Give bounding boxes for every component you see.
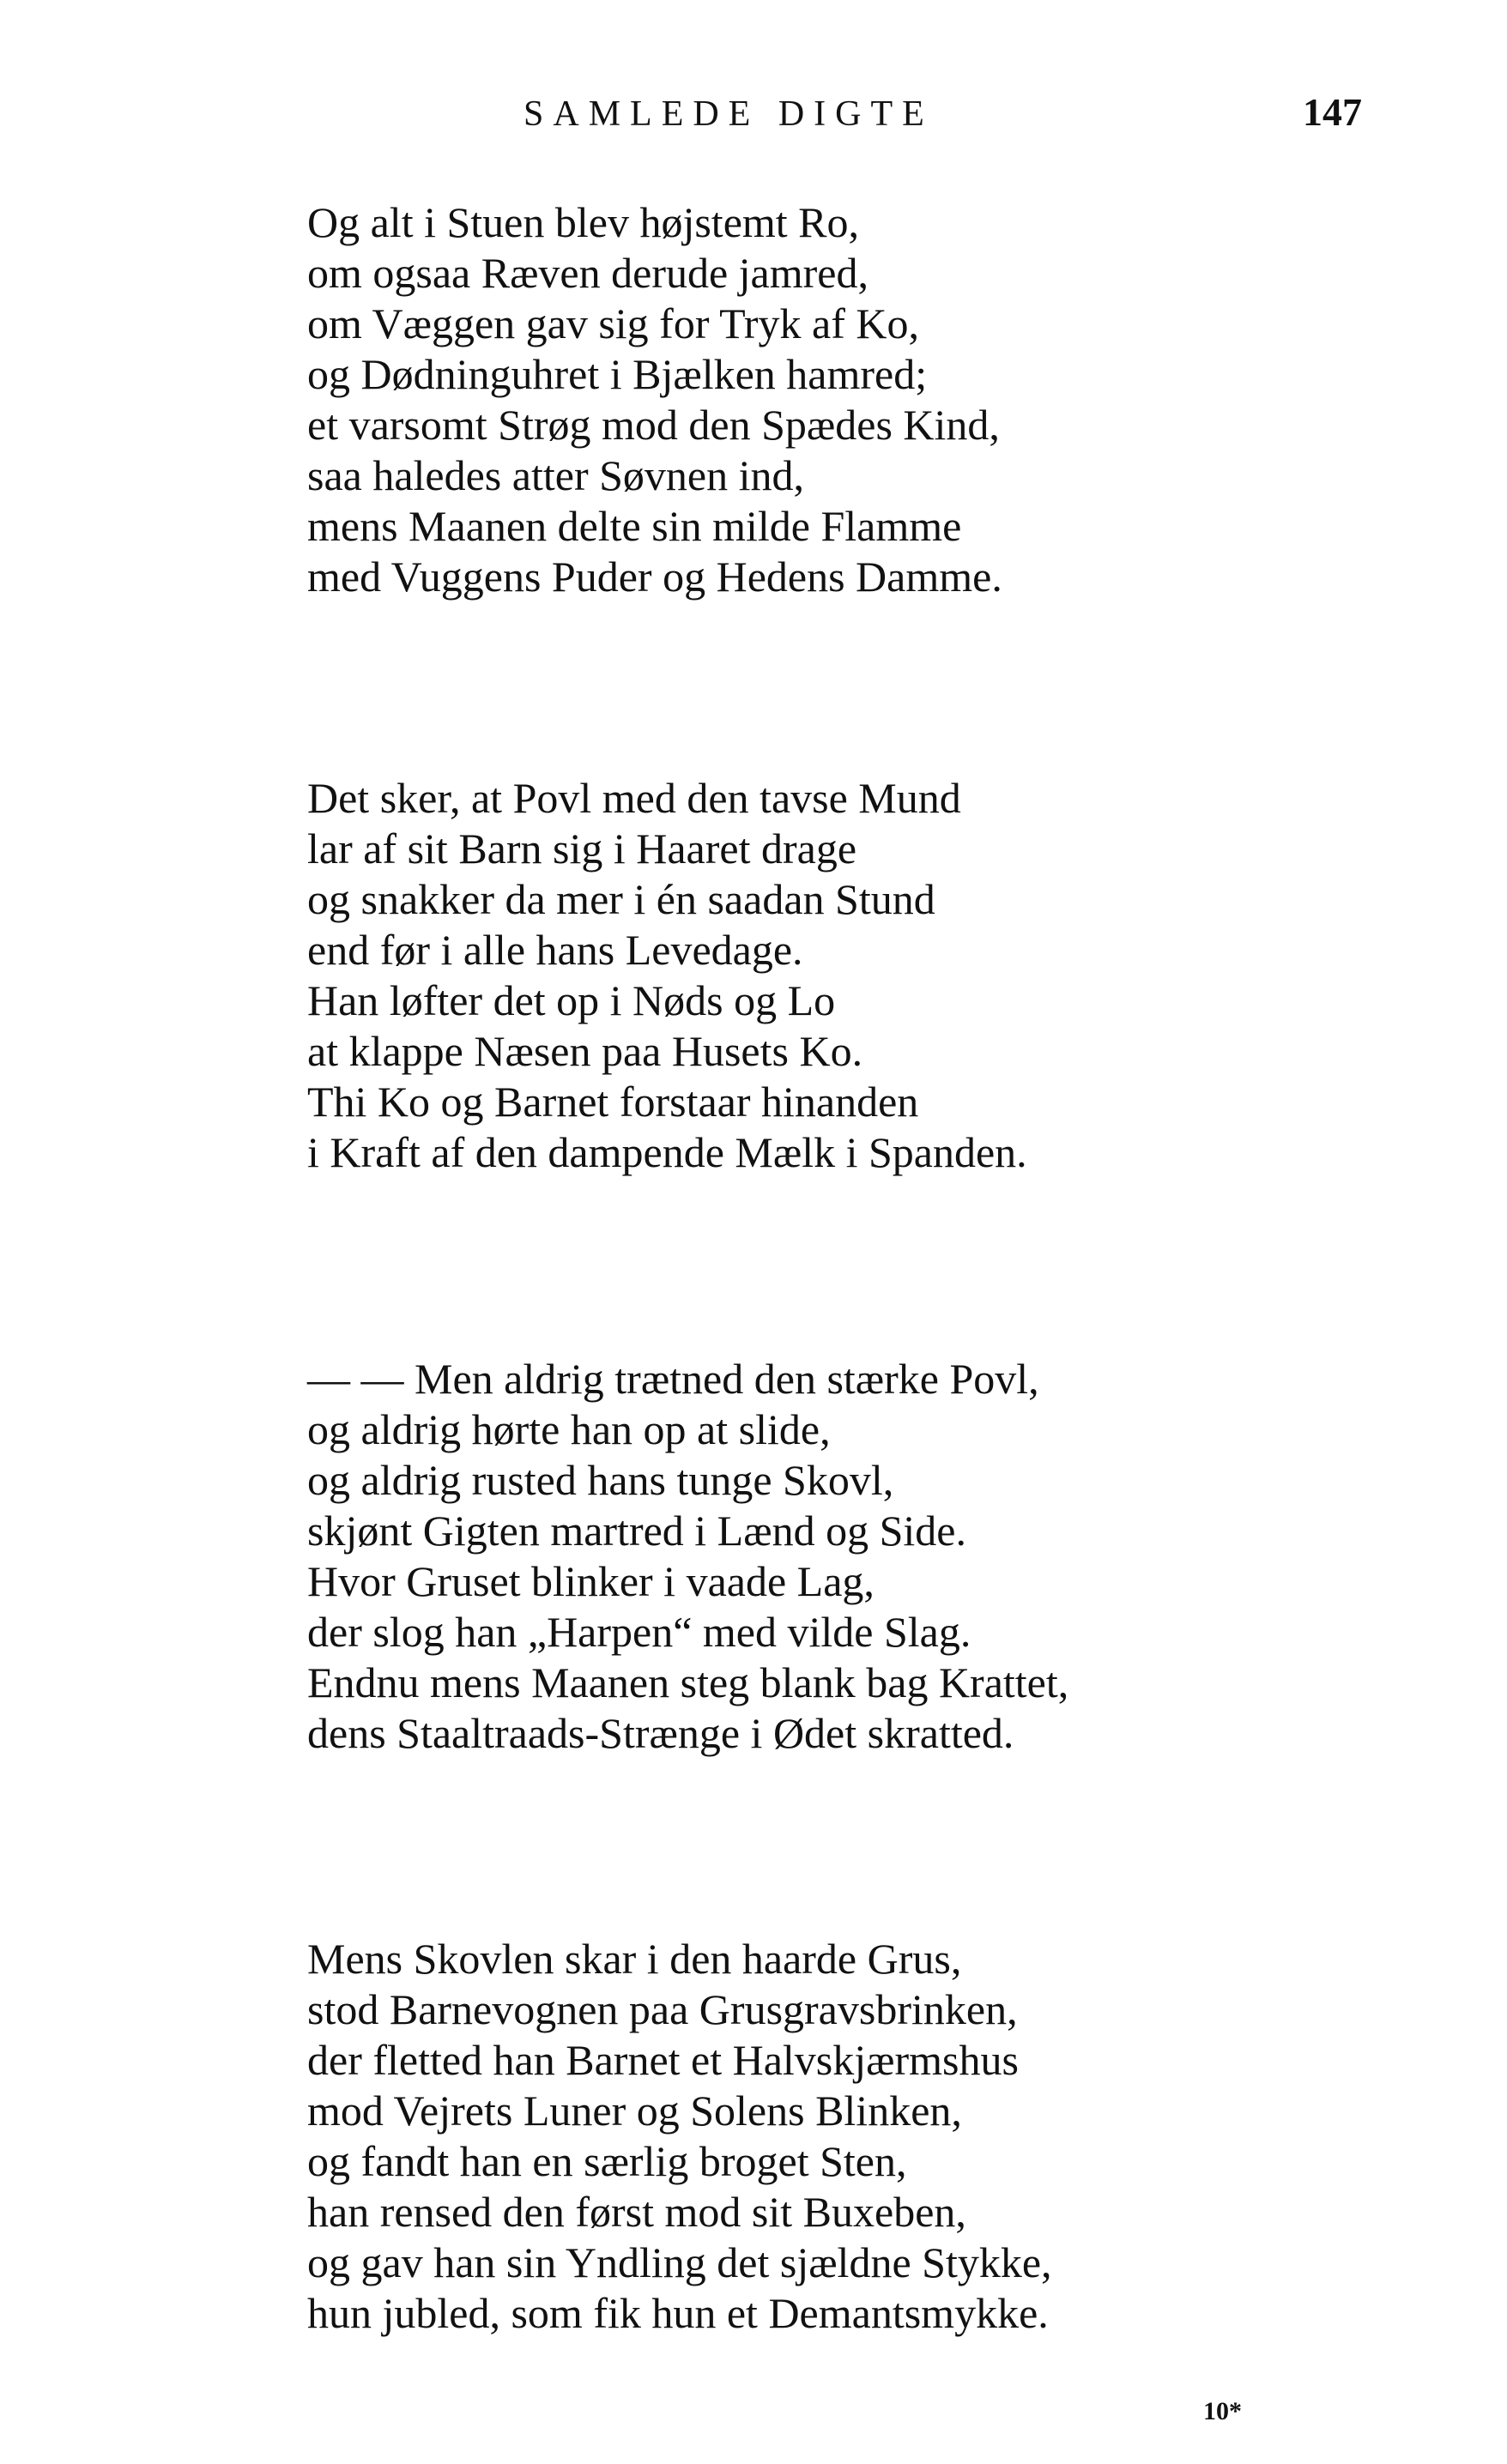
verse-line: i Kraft af den dampende Mælk i Spanden. [307, 1128, 1027, 1176]
stanza-3 [307, 1354, 1068, 1759]
verse-line: dens Staaltraads-Strænge i Ødet skratted. [307, 1709, 1014, 1757]
verse-line: end før i alle hans Levedage. [307, 926, 803, 974]
verse-line: stod Barnevognen paa Grusgravsbrinken, [307, 1985, 1018, 2033]
verse-line: og snakker da mer i én saadan Stund [307, 875, 935, 923]
verse-line: og gav han sin Yndling det sjældne Stykke, [307, 2238, 1052, 2286]
verse-line: saa haledes atter Søvnen ind, [307, 451, 804, 499]
verse-line: om ogsaa Ræven derude jamred, [307, 249, 868, 297]
verse-line: Og alt i Stuen blev højstemt Ro, [307, 198, 860, 246]
running-head: SAMLEDE DIGTE [524, 94, 934, 134]
verse-line: mod Vejrets Luner og Solens Blinken, [307, 2087, 962, 2135]
verse-line: — — Men aldrig trætned den stærke Povl, [307, 1355, 1039, 1403]
stanza-2 [307, 773, 1027, 1178]
verse-line: og aldrig hørte han op at slide, [307, 1405, 831, 1453]
verse-line: skjønt Gigten martred i Lænd og Side. [307, 1507, 966, 1555]
stanza-4 [307, 1934, 1052, 2339]
verse-line: hun jubled, som fik hun et Demantsmykke. [307, 2289, 1049, 2337]
verse-line: lar af sit Barn sig i Haaret drage [307, 824, 857, 873]
verse-line: Hvor Gruset blinker i vaade Lag, [307, 1557, 875, 1605]
verse-line: at klappe Næsen paa Husets Ko. [307, 1027, 863, 1075]
verse-line: Han løfter det op i Nøds og Lo [307, 976, 836, 1024]
verse-line: om Væggen gav sig for Tryk af Ko, [307, 299, 919, 347]
verse-line: Thi Ko og Barnet forstaar hinanden [307, 1078, 919, 1126]
verse-line: Det sker, at Povl med den tavse Mund [307, 774, 961, 822]
verse-line: der fletted han Barnet et Halvskjærmshus [307, 2036, 1019, 2084]
verse-line: han rensed den først mod sit Buxeben, [307, 2188, 966, 2236]
verse-line: og fandt han en særlig broget Sten, [307, 2137, 907, 2185]
verse-line: og Dødninguhret i Bjælken hamred; [307, 350, 928, 398]
stanza-1 [307, 197, 1002, 602]
verse-line: Mens Skovlen skar i den haarde Grus, [307, 1935, 962, 1983]
page-number: 147 [1303, 90, 1362, 134]
verse-line: Endnu mens Maanen steg blank bag Krattet, [307, 1658, 1069, 1706]
verse-line: og aldrig rusted hans tunge Skovl, [307, 1456, 894, 1504]
verse-line: mens Maanen delte sin milde Flamme [307, 502, 962, 550]
verse-line: et varsomt Strøg mod den Spædes Kind, [307, 401, 1000, 449]
verse-line: der slog han „Harpen“ med vilde Slag. [307, 1608, 971, 1656]
verse-line: med Vuggens Puder og Hedens Damme. [307, 553, 1002, 601]
signature-mark: 10* [1203, 2397, 1242, 2425]
